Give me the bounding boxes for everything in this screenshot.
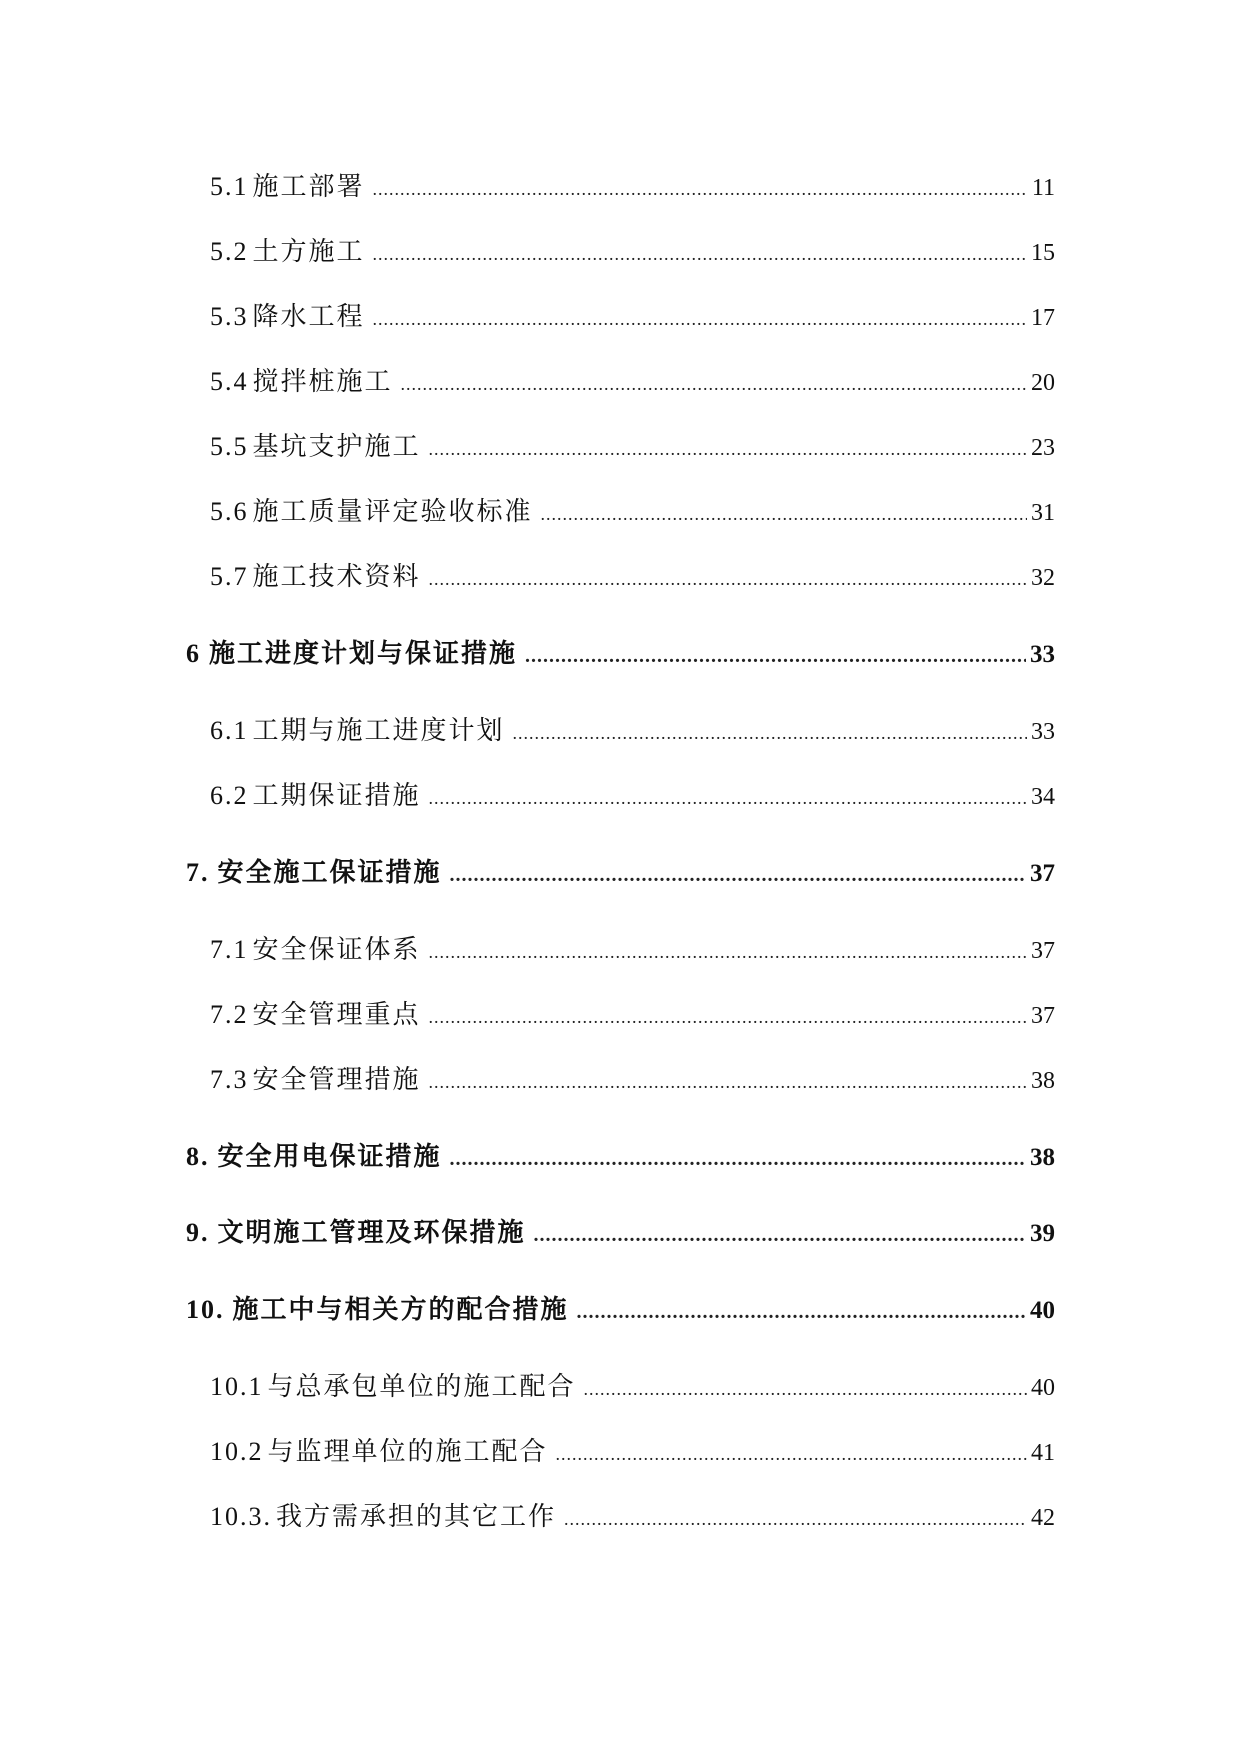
- section-title: 施工中与相关方的配合措施: [232, 1295, 569, 1324]
- page-number: 20: [1031, 370, 1055, 396]
- section-number: 10.3.: [210, 1502, 272, 1531]
- section-number: 5.7: [210, 562, 249, 591]
- section-number: 7.1: [210, 935, 249, 964]
- section-number: 5.4: [210, 367, 249, 396]
- dot-leader: [450, 858, 1026, 888]
- section-title: 降水工程: [252, 302, 365, 331]
- toc-entry-7[interactable]: [186, 852, 1055, 889]
- dot-leader: [429, 1065, 1027, 1095]
- page-number: 11: [1031, 175, 1055, 201]
- toc-entry-5-4[interactable]: [210, 361, 1055, 398]
- section-title: 与监理单位的施工配合: [267, 1437, 548, 1466]
- section-title: 工期保证措施: [252, 781, 421, 810]
- section-title: 施工部署: [252, 172, 365, 201]
- page-number: 31: [1031, 500, 1055, 526]
- toc-entry-5-2[interactable]: [210, 231, 1055, 268]
- section-title: 土方施工: [252, 237, 365, 266]
- section-title: 安全用电保证措施: [217, 1142, 442, 1171]
- section-number: 10.2: [210, 1437, 264, 1466]
- section-number: 6.1: [210, 716, 249, 745]
- toc-entry-6-2[interactable]: [210, 775, 1055, 812]
- dot-leader: [373, 172, 1028, 202]
- section-title: 施工质量评定验收标准: [252, 497, 533, 526]
- page-number: 33: [1031, 719, 1055, 745]
- dot-leader: [429, 781, 1027, 811]
- page-number: 41: [1031, 1440, 1055, 1466]
- toc-entry-6[interactable]: [186, 633, 1055, 670]
- dot-leader: [373, 237, 1027, 267]
- toc-entry-10-2[interactable]: [210, 1431, 1055, 1468]
- toc-entry-10-1[interactable]: [210, 1366, 1055, 1403]
- page-number: 33: [1030, 641, 1055, 668]
- toc-entry-5-7[interactable]: [210, 556, 1055, 593]
- dot-leader: [373, 302, 1027, 332]
- section-title: 我方需承担的其它工作: [276, 1502, 557, 1531]
- page-number: 23: [1031, 435, 1055, 461]
- section-title: 安全保证体系: [252, 935, 421, 964]
- section-number: 10.: [186, 1295, 225, 1324]
- section-number: 5.6: [210, 497, 249, 526]
- page-number: 38: [1031, 1068, 1055, 1094]
- toc-entry-5-5[interactable]: [210, 426, 1055, 463]
- section-number: 7.3: [210, 1065, 249, 1094]
- page-number: 37: [1030, 860, 1055, 887]
- section-number: 5.5: [210, 432, 249, 461]
- section-number: 7.2: [210, 1000, 249, 1029]
- page-number: 40: [1031, 1375, 1055, 1401]
- section-title: 搅拌桩施工: [252, 367, 393, 396]
- page-number: 42: [1031, 1505, 1055, 1531]
- section-title: 安全管理措施: [252, 1065, 421, 1094]
- toc-entry-5-1[interactable]: [210, 166, 1055, 203]
- section-title: 文明施工管理及环保措施: [217, 1218, 526, 1247]
- section-number: 10.1: [210, 1372, 264, 1401]
- section-number: 7.: [186, 858, 210, 887]
- section-number: 6: [186, 639, 201, 668]
- dot-leader: [556, 1437, 1027, 1467]
- section-title: 安全管理重点: [252, 1000, 421, 1029]
- page-number: 17: [1031, 305, 1055, 331]
- section-number: 5.2: [210, 237, 249, 266]
- dot-leader: [429, 935, 1027, 965]
- dot-leader: [525, 639, 1026, 669]
- toc-entry-6-1[interactable]: [210, 710, 1055, 747]
- section-title: 工期与施工进度计划: [252, 716, 505, 745]
- toc-entry-10-3[interactable]: [210, 1496, 1055, 1533]
- toc-entry-7-2[interactable]: [210, 994, 1055, 1031]
- section-number: 6.2: [210, 781, 249, 810]
- page-number: 37: [1031, 1003, 1055, 1029]
- toc-entry-7-1[interactable]: [210, 929, 1055, 966]
- dot-leader: [429, 562, 1027, 592]
- dot-leader: [513, 716, 1027, 746]
- dot-leader: [541, 497, 1027, 527]
- dot-leader: [401, 367, 1027, 397]
- dot-leader: [584, 1372, 1027, 1402]
- section-title: 施工技术资料: [252, 562, 421, 591]
- section-number: 5.1: [210, 172, 249, 201]
- toc-entry-5-6[interactable]: [210, 491, 1055, 528]
- section-number: 9.: [186, 1218, 210, 1247]
- page-number: 34: [1031, 784, 1055, 810]
- dot-leader: [429, 1000, 1027, 1030]
- section-title: 安全施工保证措施: [217, 858, 442, 887]
- page-number: 40: [1030, 1297, 1055, 1324]
- dot-leader: [564, 1502, 1027, 1532]
- section-title: 与总承包单位的施工配合: [267, 1372, 576, 1401]
- dot-leader: [429, 432, 1027, 462]
- toc-entry-5-3[interactable]: [210, 296, 1055, 333]
- toc-entry-7-3[interactable]: [210, 1059, 1055, 1096]
- dot-leader: [534, 1218, 1026, 1248]
- page-number: 15: [1031, 240, 1055, 266]
- page-number: 32: [1031, 565, 1055, 591]
- section-number: 5.3: [210, 302, 249, 331]
- toc-entry-8[interactable]: [186, 1136, 1055, 1173]
- dot-leader: [450, 1142, 1026, 1172]
- page-number: 38: [1030, 1144, 1055, 1171]
- section-title: 施工进度计划与保证措施: [209, 639, 518, 668]
- section-number: 8.: [186, 1142, 210, 1171]
- page-number: 37: [1031, 938, 1055, 964]
- toc-entry-9[interactable]: [186, 1212, 1055, 1249]
- section-title: 基坑支护施工: [252, 432, 421, 461]
- page-number: 39: [1030, 1220, 1055, 1247]
- toc-entry-10[interactable]: [186, 1289, 1055, 1326]
- dot-leader: [577, 1295, 1026, 1325]
